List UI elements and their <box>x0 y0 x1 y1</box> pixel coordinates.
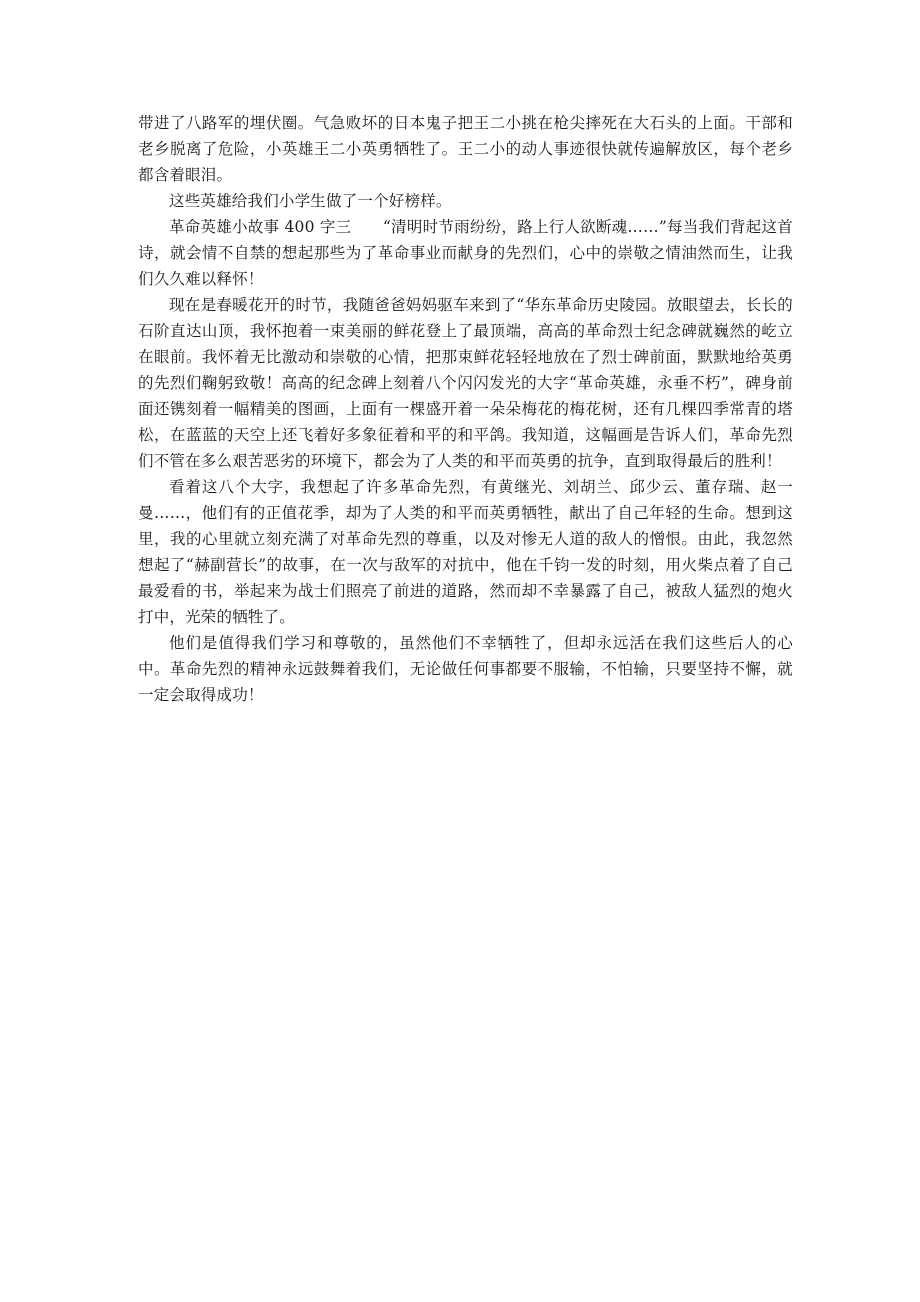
paragraph-role-models: 这些英雄给我们小学生做了一个好榜样。 <box>169 192 452 210</box>
paragraph-continuation: 带进了八路军的埋伏圈。气急败坏的日本鬼子把王二小挑在枪尖摔死在大石头的上面。干部和老乡脱离了危险，小英雄王二小英勇牺牲了。王二小的动人事迹很快就传遍解放区，每个老乡都含着眼泪。 <box>138 114 793 184</box>
paragraph-conclusion: 他们是值得我们学习和尊敬的，虽然他们不幸牺牲了，但却永远活在我们这些后人的心中。革命先烈的精神永远鼓舞着我们，无论做任何事都要不服输，不怕输，只要坚持不懈，就一定会取得成功！ <box>138 634 793 704</box>
paragraph-martyrs: 看着这八个大字，我想起了许多革命先烈，有黄继光、刘胡兰、邱少云、董存瑞、赵一曼……，他们有的正值花季，却为了人类的和平而英勇牺牲，献出了自己年轻的生命。想到这里，我的心里就立刻充满了对革命先烈的尊重，以及对惨无人道的敌人的憎恨。由此，我忽然想起了“赫副营长”的故事，在一次与敌军的对抗中，他在千钧一发的时刻，用火柴点着了自己最爱看的书，举起来为战士们照亮了前进的道路，然而却不幸暴露了自己，被敌人猛烈的炮火打中，光荣的牺牲了。 <box>138 478 793 626</box>
paragraph-memorial-visit: 现在是春暖花开的时节，我随爸爸妈妈驱车来到了“华东革命历史陵园。放眼望去，长长的石阶直达山顶，我怀抱着一束美丽的鲜花登上了最顶端，高高的革命烈士纪念碑就巍然的屹立在眼前。我怀着无比激动和崇敬的心情，把那束鲜花轻轻地放在了烈士碑前面，默默地给英勇的先烈们鞠躬致敬！高高的纪念碑上刻着八个闪闪发光的大字“革命英雄，永垂不朽”，碑身前面还镌刻着一幅精美的图画，上面有一棵盛开着一朵朵梅花的梅花树，还有几棵四季常青的塔松，在蓝蓝的天空上还飞着好多象征着和平的和平鸽。我知道，这幅画是告诉人们，革命先烈们不管在多么艰苦恶劣的环境下，都会为了人类的和平而英勇的抗争，直到取得最后的胜利！ <box>138 296 793 470</box>
paragraph-story-three-intro: 革命英雄小故事 400 字三 “清明时节雨纷纷，路上行人欲断魂……”每当我们背起这首诗，就会情不自禁的想起那些为了革命事业而献身的先烈们，心中的崇敬之情油然而生，让我们久久难以释怀！ <box>138 218 793 288</box>
document-page <box>138 110 793 708</box>
